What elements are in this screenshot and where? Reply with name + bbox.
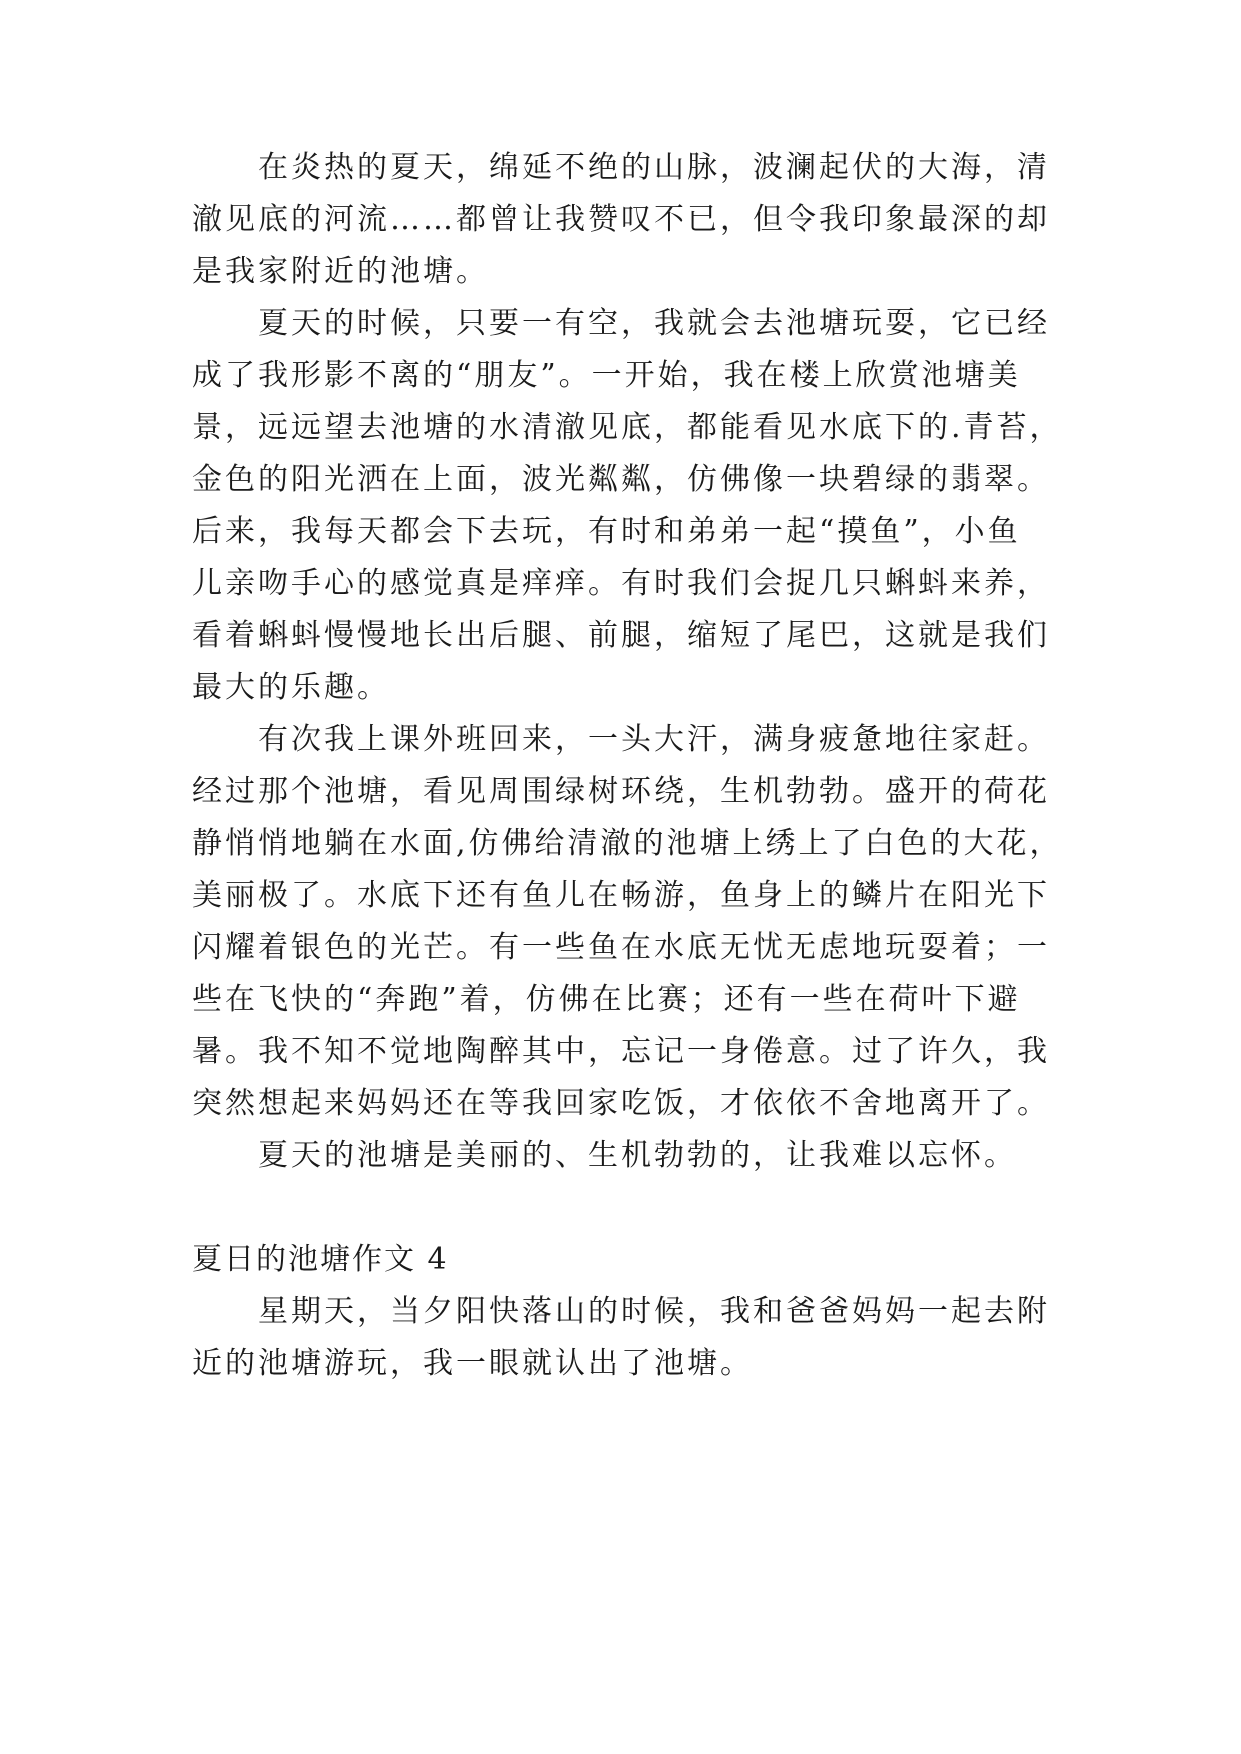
paragraph-3-line-2: 经过那个池塘，看见周围绿树环绕，生机勃勃。盛开的荷花	[192, 774, 1050, 809]
paragraph-3-line-5: 闪耀着银色的光芒。有一些鱼在水底无忧无虑地玩耍着；一	[192, 930, 1050, 965]
section-heading: 夏日的池塘作文 4	[192, 1242, 449, 1277]
paragraph-4-line-1: 夏天的池塘是美丽的、生机勃勃的，让我难以忘怀。	[258, 1138, 1017, 1173]
paragraph-2-line-4: 金色的阳光洒在上面，波光粼粼，仿佛像一块碧绿的翡翠。	[192, 462, 1050, 497]
paragraph-1-line-3: 是我家附近的池塘。	[192, 254, 489, 289]
paragraph-3-line-6: 些在飞快的“奔跑”着，仿佛在比赛；还有一些在荷叶下避	[192, 982, 1021, 1017]
paragraph-1-line-2: 澈见底的河流……都曾让我赞叹不已，但令我印象最深的却	[192, 202, 1050, 237]
paragraph-5-line-1: 星期天，当夕阳快落山的时候，我和爸爸妈妈一起去附	[258, 1294, 1050, 1329]
paragraph-2-line-1: 夏天的时候，只要一有空，我就会去池塘玩耍，它已经	[258, 306, 1050, 341]
paragraph-2-line-3: 景，远远望去池塘的水清澈见底，都能看见水底下的.青苔，	[192, 410, 1063, 445]
paragraph-2-line-7: 看着蝌蚪慢慢地长出后腿、前腿，缩短了尾巴，这就是我们	[192, 618, 1050, 653]
paragraph-2-line-2: 成了我形影不离的“朋友”。一开始，我在楼上欣赏池塘美	[192, 358, 1021, 393]
paragraph-3-line-1: 有次我上课外班回来，一头大汗，满身疲惫地往家赶。	[258, 722, 1050, 757]
paragraph-3-line-8: 突然想起来妈妈还在等我回家吃饭，才依依不舍地离开了。	[192, 1086, 1050, 1121]
paragraph-2-line-5: 后来，我每天都会下去玩，有时和弟弟一起“摸鱼”，小鱼	[192, 514, 1021, 549]
paragraph-3-line-7: 暑。我不知不觉地陶醉其中，忘记一身倦意。过了许久，我	[192, 1034, 1050, 1069]
paragraph-5-line-2: 近的池塘游玩，我一眼就认出了池塘。	[192, 1346, 753, 1381]
paragraph-3-line-4: 美丽极了。水底下还有鱼儿在畅游，鱼身上的鳞片在阳光下	[192, 878, 1050, 913]
paragraph-2-line-6: 儿亲吻手心的感觉真是痒痒。有时我们会捉几只蝌蚪来养，	[192, 566, 1050, 601]
paragraph-2-line-8: 最大的乐趣。	[192, 670, 390, 705]
paragraph-3-line-3: 静悄悄地躺在水面,仿佛给清澈的池塘上绣上了白色的大花，	[192, 826, 1063, 861]
paragraph-1-line-1: 在炎热的夏天，绵延不绝的山脉，波澜起伏的大海，清	[258, 150, 1050, 185]
